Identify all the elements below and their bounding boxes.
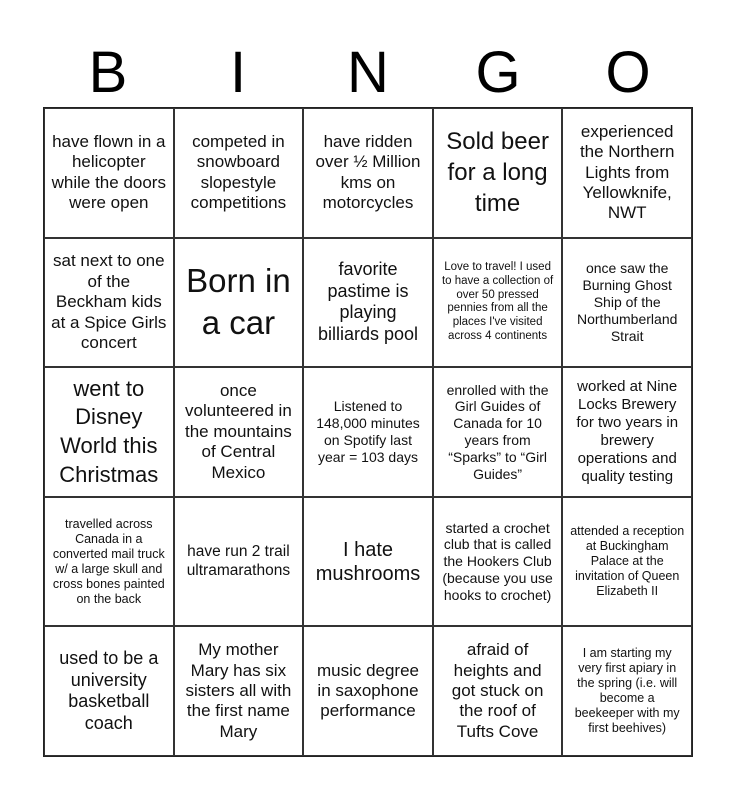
bingo-cell[interactable]	[44, 108, 174, 238]
bingo-cell[interactable]	[433, 367, 563, 497]
bingo-cell[interactable]	[433, 108, 563, 238]
cell-text: competed in snowboard slopestyle competitions	[190, 132, 287, 213]
bingo-title	[43, 40, 693, 106]
cell-text: worked at Nine Locks Brewery for two years in brewery operations and quality testing	[576, 377, 679, 485]
bingo-cell[interactable]	[433, 497, 563, 627]
bingo-cell[interactable]	[303, 626, 433, 756]
bingo-cell[interactable]	[562, 367, 692, 497]
title-letter-n: N	[347, 40, 389, 105]
bingo-cell[interactable]	[562, 108, 692, 238]
bingo-cell[interactable]	[433, 238, 563, 368]
bingo-cell[interactable]	[562, 497, 692, 627]
bingo-grid	[43, 107, 693, 757]
bingo-cell[interactable]	[303, 497, 433, 627]
cell-text: have ridden over ½ Million kms on motorcycles	[315, 132, 421, 213]
bingo-cell[interactable]	[44, 626, 174, 756]
cell-text: have run 2 trail ultramarathons	[186, 543, 291, 579]
bingo-cell[interactable]	[562, 626, 692, 756]
cell-text: Listened to 148,000 minutes on Spotify last year = 103 days	[316, 398, 420, 465]
title-letter-b: B	[88, 40, 128, 105]
cell-text: once saw the Burning Ghost Ship of the Northumberland Strait	[577, 260, 678, 344]
bingo-cell[interactable]	[174, 238, 304, 368]
cell-text: Love to travel! I used to have a collection of over 50 pressed pennies from all the places I've visited across 4 continents	[441, 261, 554, 342]
cell-text: started a crochet club that is called the Hookers Club (because you use hooks to crochet)	[442, 519, 553, 603]
cell-text: attended a reception at Buckingham Palace at the invitation of Queen Elizabeth II	[570, 524, 685, 599]
bingo-cell[interactable]	[303, 238, 433, 368]
title-letter-g: G	[475, 40, 521, 105]
cell-text: My mother Mary has six sisters all with the first name Mary	[185, 640, 292, 741]
bingo-cell[interactable]	[44, 238, 174, 368]
cell-text: travelled across Canada in a converted mail truck w/ a large skull and cross bones painted on the back	[52, 516, 165, 606]
title-letter-o: O	[605, 40, 651, 105]
bingo-cell[interactable]	[174, 367, 304, 497]
bingo-cell[interactable]	[174, 497, 304, 627]
bingo-cell[interactable]	[44, 367, 174, 497]
cell-text: enrolled with the Girl Guides of Canada for 10 years from “Sparks” to “Girl Guides”	[446, 381, 549, 482]
cell-text: music degree in saxophone performance	[316, 660, 420, 721]
bingo-cell[interactable]	[44, 497, 174, 627]
bingo-cell[interactable]	[562, 238, 692, 368]
bingo-cell[interactable]	[433, 626, 563, 756]
cell-text: went to Disney World this Christmas	[59, 375, 159, 487]
cell-text: have flown in a helicopter while the doors were open	[51, 132, 166, 213]
bingo-cell[interactable]	[174, 108, 304, 238]
cell-text: once volunteered in the mountains of Central Mexico	[184, 381, 292, 482]
cell-text: I hate mushrooms	[315, 538, 421, 585]
bingo-cell[interactable]	[303, 108, 433, 238]
cell-text: experienced the Northern Lights from Yellowknife, NWT	[579, 121, 675, 223]
cell-text: sat next to one of the Beckham kids at a Spice Girls concert	[51, 251, 167, 352]
cell-text: Born in a car	[186, 261, 291, 342]
title-letter-i: I	[229, 40, 247, 105]
cell-text: Sold beer for a long time	[446, 128, 549, 218]
cell-text: I am starting my very first apiary in the spring (i.e. will become a beekeeper with my first beehives)	[574, 646, 680, 736]
cell-text: afraid of heights and got stuck on the roof of Tufts Cove	[451, 640, 544, 741]
cell-text: favorite pastime is playing billiards pool	[317, 259, 419, 344]
bingo-cell[interactable]	[174, 626, 304, 756]
bingo-cell[interactable]	[303, 367, 433, 497]
cell-text: used to be a university basketball coach	[59, 648, 159, 733]
